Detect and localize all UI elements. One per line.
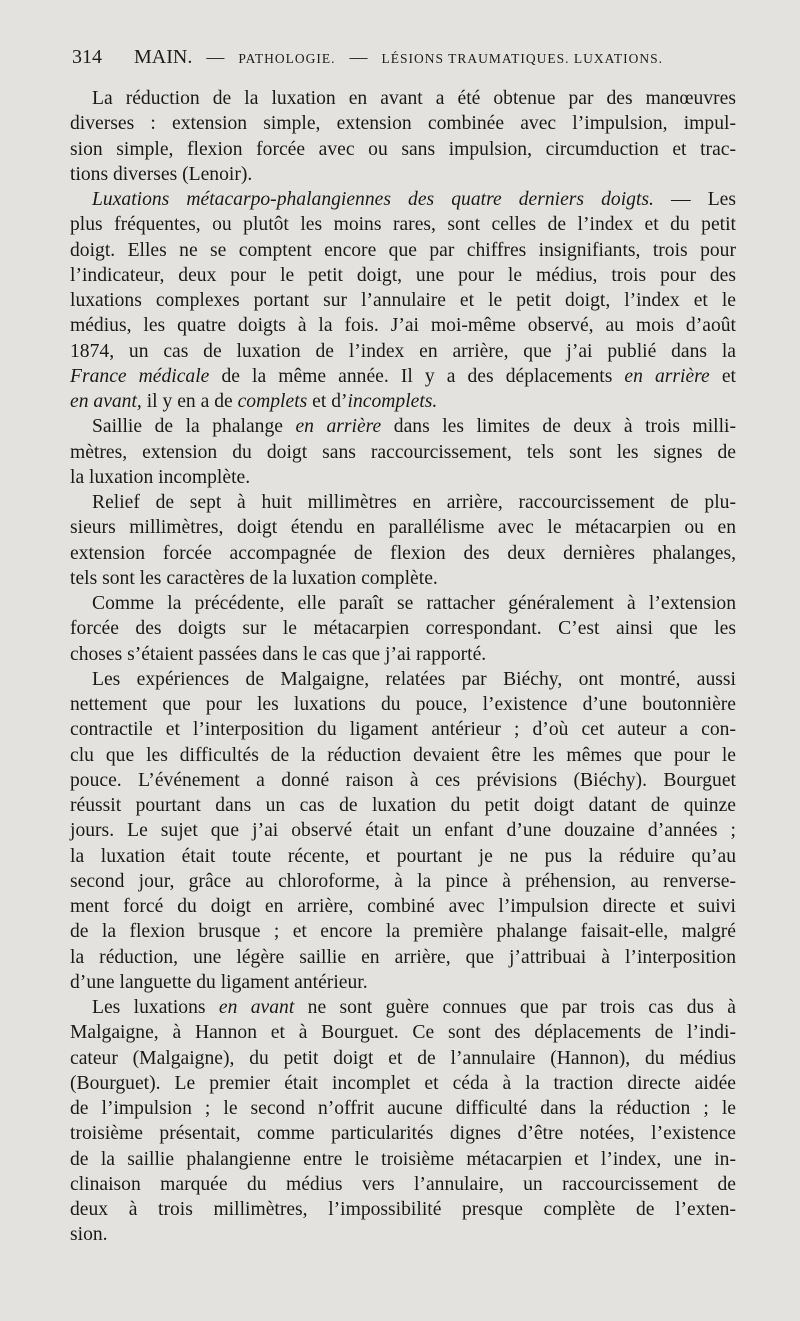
text-line: la luxation était toute récente, et pourtant je ne pus la réduire qu’au xyxy=(70,845,736,867)
text-line: extension forcée accompagnée de flexion des deux dernières phalanges, xyxy=(70,542,736,564)
text-line: (Bourguet). Le premier était incomplet et céda à la traction directe aidée xyxy=(70,1072,736,1094)
header-separator-1: — xyxy=(206,47,225,67)
page-number: 314 xyxy=(72,46,102,68)
text-line: clu que les difficultés de la réduction devaient être les mêmes que pour le xyxy=(70,744,736,766)
running-header xyxy=(72,46,732,69)
text-line: Les luxations en avant ne sont guère connues que par trois cas dus à xyxy=(92,997,736,1018)
header-separator-2: — xyxy=(349,47,368,67)
text-line: Luxations métacarpo-phalangiennes des quatre derniers doigts. — Les xyxy=(92,189,736,210)
paragraph xyxy=(70,86,736,187)
text-line: forcée des doigts sur le métacarpien correspondant. C’est ainsi que les xyxy=(70,618,736,640)
text-line: doigt. Elles ne se comptent encore que par chiffres insignifiants, trois pour xyxy=(70,239,736,261)
text-line: deux à trois millimètres, l’impossibilité presque complète de l’exten- xyxy=(70,1199,736,1220)
text-line: la luxation incomplète. xyxy=(70,466,251,488)
text-line: en avant, il y en a de complets et d’incomplets. xyxy=(70,391,438,412)
text-line: diverses : extension simple, extension combinée avec l’impulsion, impul- xyxy=(70,113,736,135)
text-line: sieurs millimètres, doigt étendu en parallélisme avec le métacarpien ou en xyxy=(70,517,736,539)
text-line: l’indicateur, deux pour le petit doigt, une pour le médius, trois pour des xyxy=(70,264,736,286)
text-line: nettement que pour les luxations du pouce, l’existence d’une boutonnière xyxy=(70,694,736,715)
text-line: pouce. L’événement a donné raison à ces prévisions (Biéchy). Bourguet xyxy=(70,769,736,791)
text-line: ment forcé du doigt en arrière, combiné avec l’impulsion directe et suivi xyxy=(70,896,736,917)
header-title: MAIN. xyxy=(134,46,193,68)
text-line: tions diverses (Lenoir). xyxy=(70,163,253,185)
section-heading: Luxations métacarpo-phalangiennes des quatre derniers doigts. xyxy=(92,189,654,210)
text-line: Les expériences de Malgaigne, relatées par Biéchy, ont montré, aussi xyxy=(92,668,736,690)
text-line: de l’impulsion ; le second n’offrit aucune difficulté dans la réduction ; le xyxy=(70,1098,736,1119)
text-line: jours. Le sujet que j’ai observé était un enfant d’une douzaine d’années ; xyxy=(70,820,736,842)
text-line: cateur (Malgaigne), du petit doigt et de l’annulaire (Hannon), du médius xyxy=(70,1047,736,1069)
text-line: France médicale de la même année. Il y a des déplacements en arrière et xyxy=(70,365,736,387)
text-line: sion. xyxy=(70,1224,108,1246)
text-line: 1874, un cas de luxation de l’index en arrière, que j’ai publié dans la xyxy=(70,340,736,362)
text-line: d’une languette du ligament antérieur. xyxy=(70,971,368,993)
paragraph xyxy=(70,490,736,591)
text-line: La réduction de la luxation en avant a été obtenue par des manœuvres xyxy=(92,88,736,109)
text-line: clinaison marquée du médius vers l’annulaire, un raccourcissement de xyxy=(70,1173,736,1195)
text-line: tels sont les caractères de la luxation complète. xyxy=(70,567,438,589)
text-line: luxations complexes portant sur l’annulaire et le petit doigt, l’index et le xyxy=(70,290,736,311)
text-line: la réduction, une légère saillie en arrière, que j’attribuai à l’interposition xyxy=(70,946,736,968)
text-line: troisième présentait, comme particularités dignes d’être notées, l’existence xyxy=(70,1123,736,1145)
text-line: de la flexion brusque ; et encore la première phalange faisait-elle, malgré xyxy=(70,921,736,943)
paragraph xyxy=(70,187,736,414)
text-line: Malgaigne, à Hannon et à Bourguet. Ce sont des déplacements de l’indi- xyxy=(70,1022,736,1044)
text-line: Relief de sept à huit millimètres en arrière, raccourcissement de plu- xyxy=(92,492,736,513)
text-line: sion simple, flexion forcée avec ou sans impulsion, circumduction et trac- xyxy=(70,138,736,160)
paragraph xyxy=(70,667,736,995)
header-subsection: LÉSIONS TRAUMATIQUES. LUXATIONS. xyxy=(381,51,663,66)
text-line: médius, les quatre doigts à la fois. J’ai moi-même observé, au mois d’août xyxy=(70,315,736,337)
text-line: mètres, extension du doigt sans raccourcissement, tels sont les signes de xyxy=(70,441,736,463)
text-line: de la saillie phalangienne entre le troisième métacarpien et l’index, une in- xyxy=(70,1148,736,1170)
header-section: PATHOLOGIE. xyxy=(238,51,336,66)
text-line: Saillie de la phalange en arrière dans les limites de deux à trois milli- xyxy=(92,416,736,438)
text-line: plus fréquentes, ou plutôt les moins rares, sont celles de l’index et du petit xyxy=(70,214,736,236)
body-text xyxy=(70,86,736,1248)
text-line: Comme la précédente, elle paraît se rattacher généralement à l’extension xyxy=(92,593,736,614)
paragraph xyxy=(70,414,736,490)
paragraph xyxy=(70,591,736,667)
text-line: réussit pourtant dans un cas de luxation du petit doigt datant de quinze xyxy=(70,795,736,816)
text-line: second jour, grâce au chloroforme, à la pince à préhension, au renverse- xyxy=(70,870,736,892)
text-line: choses s’étaient passées dans le cas que j’ai rapporté. xyxy=(70,643,487,665)
paragraph xyxy=(70,995,736,1248)
text-line: contractile et l’interposition du ligament antérieur ; d’où cet auteur a con- xyxy=(70,719,736,741)
